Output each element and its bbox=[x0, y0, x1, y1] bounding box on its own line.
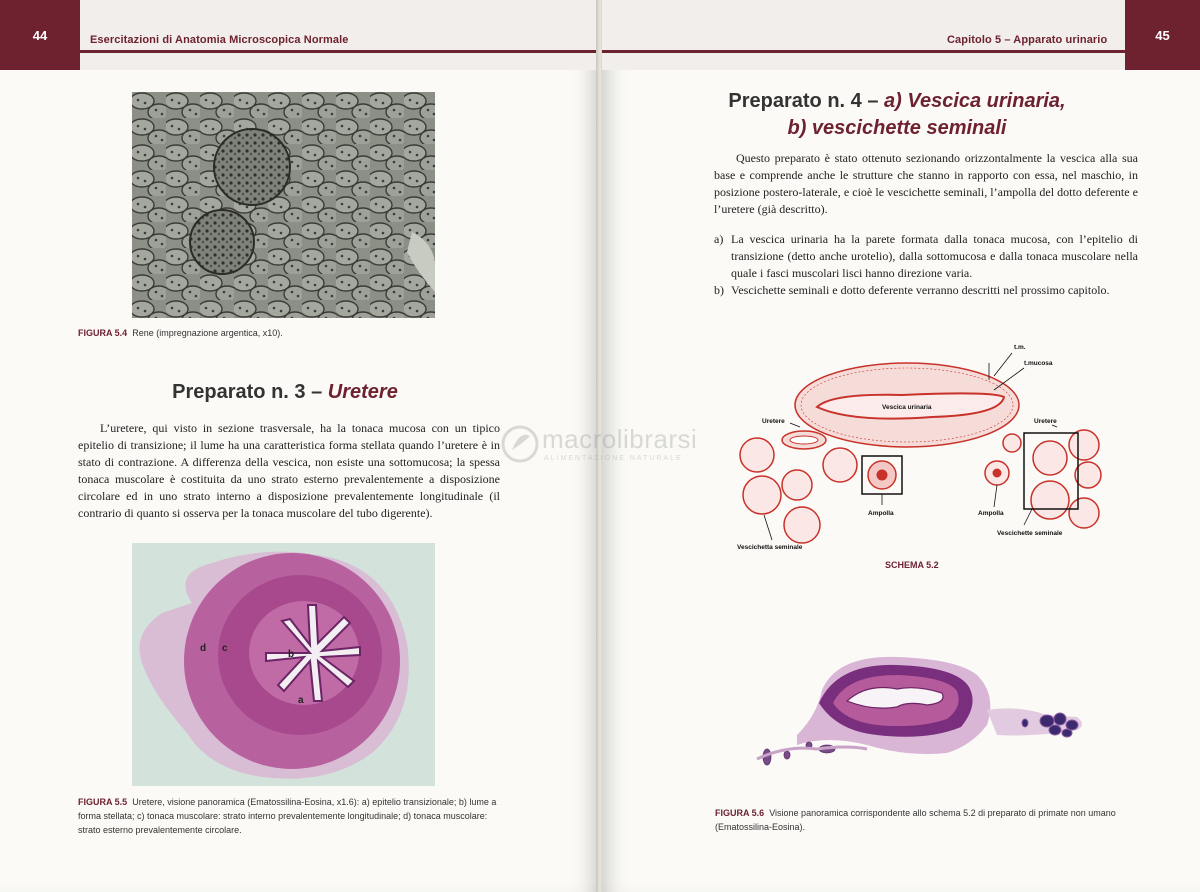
figure-label: FIGURA 5.5 bbox=[78, 797, 128, 807]
figure-5-6-caption bbox=[715, 807, 1145, 835]
label-b: b bbox=[288, 649, 295, 660]
label-vescichetta-right: Vescichette seminale bbox=[997, 530, 1063, 537]
watermark-logo-icon bbox=[500, 422, 540, 466]
running-title: Esercitazioni di Anatomia Microscopica Normale bbox=[90, 34, 349, 46]
label-vescichetta-left: Vescichetta seminale bbox=[737, 544, 803, 551]
label-uretere-right: Uretere bbox=[1034, 418, 1057, 425]
title-line-2 bbox=[672, 115, 1122, 142]
caption-text: Rene (impregnazione argentica, x10). bbox=[132, 328, 283, 338]
running-title: Capitolo 5 – Apparato urinario bbox=[947, 34, 1108, 46]
header-rule bbox=[602, 50, 1125, 53]
list-marker: b) bbox=[714, 283, 724, 298]
section-title-prefix: Preparato n. 3 – bbox=[172, 381, 328, 403]
watermark-subtext: ALIMENTAZIONE NATURALE bbox=[544, 455, 683, 462]
label-d: d bbox=[200, 643, 207, 654]
label-ampolla-right: Ampolla bbox=[978, 510, 1004, 517]
schema-title: SCHEMA 5.2 bbox=[885, 560, 939, 570]
section-title bbox=[672, 88, 1122, 142]
label-tmucosa: t.mucosa bbox=[1024, 360, 1053, 367]
list-marker: a) bbox=[714, 232, 724, 247]
watermark bbox=[500, 422, 720, 470]
watermark-text: macrolibrarsi bbox=[542, 424, 698, 454]
list-text: La vescica urinaria ha la parete formata dalla tonaca mucosa, con l’epitelio di transizione (detto anche urotelio), dalla sottomucosa e dalla tonaca muscolare nella quale i fasci muscolari lisci hanno direzione varia. bbox=[731, 232, 1138, 281]
vescica-text bbox=[714, 150, 1138, 299]
figure-5-6-image bbox=[747, 645, 1107, 785]
header-rule bbox=[80, 50, 598, 53]
caption-text: Visione panoramica corrispondente allo schema 5.2 di preparato di primate non umano (Ematossilina-Eosina). bbox=[715, 808, 1116, 832]
spacer bbox=[714, 218, 1138, 231]
figure-5-5-caption bbox=[78, 796, 498, 838]
section-title-italic-2: b) vescichette seminali bbox=[787, 117, 1007, 139]
panoramic-micrograph bbox=[747, 645, 1107, 785]
caption-text: Uretere, visione panoramica (Ematossilina-Eosina, x1.6): a) epitelio transizionale; b) lume a forma stellata; c) tonaca muscolare: strato interno prevalentemente longitudinale; d) tonaca muscolare: strato esterno prevalentemente circolare. bbox=[78, 797, 497, 835]
section-title bbox=[60, 381, 510, 404]
figure-label: FIGURA 5.4 bbox=[78, 328, 128, 338]
list-item-b bbox=[714, 282, 1138, 299]
ureter-micrograph bbox=[132, 543, 435, 786]
label-vescica: Vescica urinaria bbox=[882, 404, 932, 411]
vesicles-right bbox=[1003, 430, 1101, 528]
section-title-italic: Uretere bbox=[327, 381, 398, 403]
uretere-paragraph bbox=[78, 420, 500, 522]
list-item-a bbox=[714, 231, 1138, 282]
kidney-micrograph bbox=[132, 92, 435, 318]
label-a: a bbox=[298, 695, 304, 706]
figure-5-4-caption bbox=[78, 327, 538, 341]
list-text: Vescichette seminali e dotto deferente verranno descritti nel prossimo capitolo. bbox=[731, 283, 1110, 298]
page-number: 44 bbox=[0, 0, 80, 70]
right-header bbox=[602, 0, 1200, 70]
figure-5-4-image bbox=[132, 92, 435, 318]
title-line-1 bbox=[672, 88, 1122, 115]
label-c: c bbox=[222, 643, 228, 654]
vesicles-left bbox=[740, 438, 857, 543]
paragraph-text: L’uretere, qui visto in sezione trasversale, ha la tonaca mucosa con un tipico epitelio di transizione; il lume ha una caratteristica forma stellata quando l’uretere è in stato di contrazione. A differenza della vescica, non esiste una sottomucosa; la spessa tonaca muscolare è costituita da uno strato esterno prevalentemente a disposizione circolare ed in uno strato interno a disposizione prevalentemente longitudinale (il contrario di quanto si osserva per la tonaca muscolare del tubo digerente). bbox=[78, 421, 500, 521]
label-ampolla-left: Ampolla bbox=[868, 510, 894, 517]
paragraph-text: Questo preparato è stato ottenuto sezionando orizzontalmente la vescica alla sua base e comprende anche le strutture che stanno in rapporto con essa, nel maschio, in posizione postero-laterale, e cioè le vescichette seminali, l’ampolla del dotto deferente e l’uretere (già descritto). bbox=[714, 151, 1138, 217]
page-number: 45 bbox=[1125, 0, 1200, 70]
figure-5-5-image bbox=[132, 543, 435, 786]
label-uretere-left: Uretere bbox=[762, 418, 785, 425]
section-title-prefix: Preparato n. 4 – bbox=[728, 90, 885, 112]
section-title-italic-1: a) Vescica urinaria, bbox=[884, 90, 1066, 112]
figure-label: FIGURA 5.6 bbox=[715, 808, 765, 818]
left-header bbox=[0, 0, 598, 70]
schema-5-2-diagram bbox=[732, 335, 1112, 575]
label-tm: t.m. bbox=[1014, 344, 1026, 351]
